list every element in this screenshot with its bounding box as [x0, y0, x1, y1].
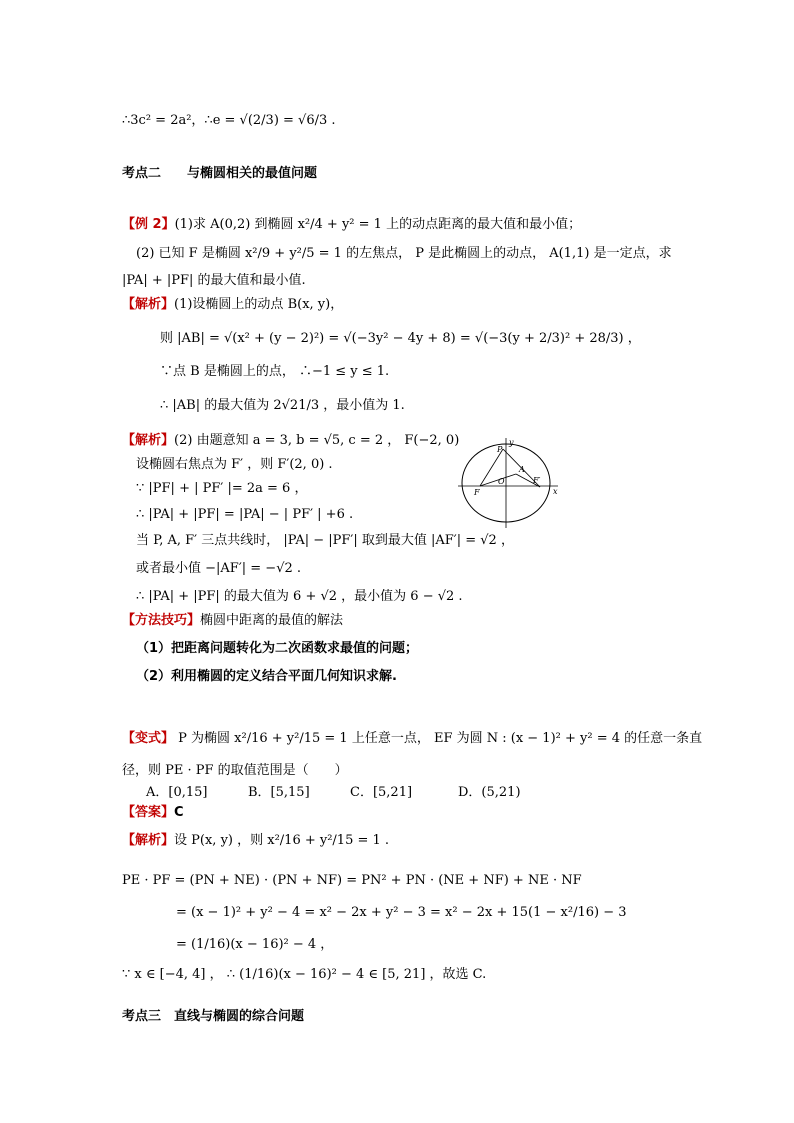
variant-solution-line4: = (1/16)(x − 16)² − 4 ，	[176, 937, 334, 952]
example2-line1	[122, 216, 581, 234]
example2-text1: (1)求 A(0,2) 到椭圆 x²/4 + y² = 1 上的动点距离的最大值和最小值；	[174, 217, 582, 232]
method-item-2: （2）利用椭圆的定义结合平面几何知识求解.	[136, 669, 397, 684]
fig-label-x: x	[553, 487, 558, 496]
solution2-line5: 当 P, A, F′ 三点共线时， |PA| − |PF′| 取到最大值 |AF′| = √2 ，	[136, 533, 514, 548]
fig-label-A: A	[519, 465, 525, 474]
answer-line	[122, 804, 184, 822]
fig-label-F: F	[474, 488, 480, 497]
example2-line2: (2) 已知 F 是椭圆 x²/9 + y²/5 = 1 的左焦点， P 是此椭圆上的动点， A(1,1) 是一定点，求	[136, 246, 672, 261]
fig-label-P: P	[497, 445, 503, 454]
answer-tag: 【答案】	[122, 805, 175, 820]
method-tag: 【方法技巧】	[122, 613, 201, 628]
fig-label-y: y	[509, 438, 514, 447]
variant-line1	[122, 730, 702, 748]
solution1-line3: ∵点 B 是椭圆上的点， ∴−1 ≤ y ≤ 1.	[160, 364, 390, 379]
method-item-1: （1）把距离问题转化为二次函数求最值的问题；	[136, 641, 419, 656]
solution1-line4: ∴ |AB| 的最大值为 2√21/3 ，最小值为 1.	[160, 398, 405, 413]
solution2-line3: ∵ |PF| + | PF′ |= 2a = 6 ，	[136, 481, 308, 496]
answer-value: C	[174, 805, 184, 820]
fig-label-O: O	[498, 477, 505, 486]
method-heading	[122, 612, 343, 630]
solution-tag-1: 【解析】	[122, 297, 175, 312]
fig-label-F2: F′	[533, 476, 541, 485]
example2-line3: |PA| + |PF| 的最大值和最小值.	[122, 273, 306, 288]
variant-solution-text1: 设 P(x, y) ，则 x²/16 + y²/15 = 1 .	[174, 833, 390, 848]
solution1-line2: 则 |AB| = √(x² + (y − 2)²) = √(−3y² − 4y + 8) = √(−3(y + 2/3)² + 28/3) ，	[160, 331, 641, 346]
variant-solution-line5: ∵ x ∈ [−4, 4] ， ∴ (1/16)(x − 16)² − 4 ∈ [5, 21] ，故选 C.	[122, 967, 487, 982]
section-heading-3: 考点三 直线与椭圆的综合问题	[122, 1009, 305, 1024]
method-title: 椭圆中距离的最值的解法	[200, 613, 344, 628]
solution2-line7: ∴ |PA| + |PF| 的最大值为 6 + √2 ，最小值为 6 − √2 .	[136, 589, 463, 604]
option-b: B．[5,15]	[248, 785, 310, 800]
option-d: D．(5,21)	[458, 785, 521, 800]
option-c: C．[5,21]	[350, 785, 413, 800]
example2-tag: 【例 2】	[122, 217, 175, 232]
variant-tag: 【变式】	[122, 731, 175, 746]
section-heading-2: 考点二 与椭圆相关的最值问题	[122, 166, 318, 181]
solution2-line1	[122, 432, 459, 450]
solution-tag-2: 【解析】	[122, 433, 175, 448]
solution-tag-3: 【解析】	[122, 833, 175, 848]
variant-text1: P 为椭圆 x²/16 + y²/15 = 1 上任意一点， EF 为圆 N : (x − 1)² + y² = 4 的任意一条直	[174, 731, 703, 746]
ellipse-figure	[456, 436, 560, 530]
solution2-text1: (2) 由题意知 a = 3, b = √5, c = 2 ， F(−2, 0)	[174, 433, 460, 448]
solution2-line6: 或者最小值 −|AF′| = −√2 .	[136, 561, 302, 576]
option-a: A．[0,15]	[146, 785, 208, 800]
solution2-line2: 设椭圆右焦点为 F′ ，则 F′(2, 0) .	[136, 457, 333, 472]
variant-solution-line1	[122, 832, 389, 850]
variant-solution-line2: PE · PF = (PN + NE) · (PN + NF) = PN² + PN · (NE + NF) + NE · NF	[122, 873, 582, 888]
solution2-line4: ∴ |PA| + |PF| = |PA| − | PF′ | +6 .	[136, 507, 354, 522]
conclusion-line: ∴3c² = 2a²，∴e = √(2/3) = √6/3 .	[122, 113, 336, 128]
solution1-text1: (1)设椭圆上的动点 B(x, y)，	[174, 297, 344, 312]
variant-solution-line3: = (x − 1)² + y² − 4 = x² − 2x + y² − 3 = x² − 2x + 15(1 − x²/16) − 3	[176, 905, 627, 920]
variant-line2: 径，则 PE · PF 的取值范围是（ ）	[122, 763, 348, 778]
solution1-line1	[122, 296, 343, 314]
